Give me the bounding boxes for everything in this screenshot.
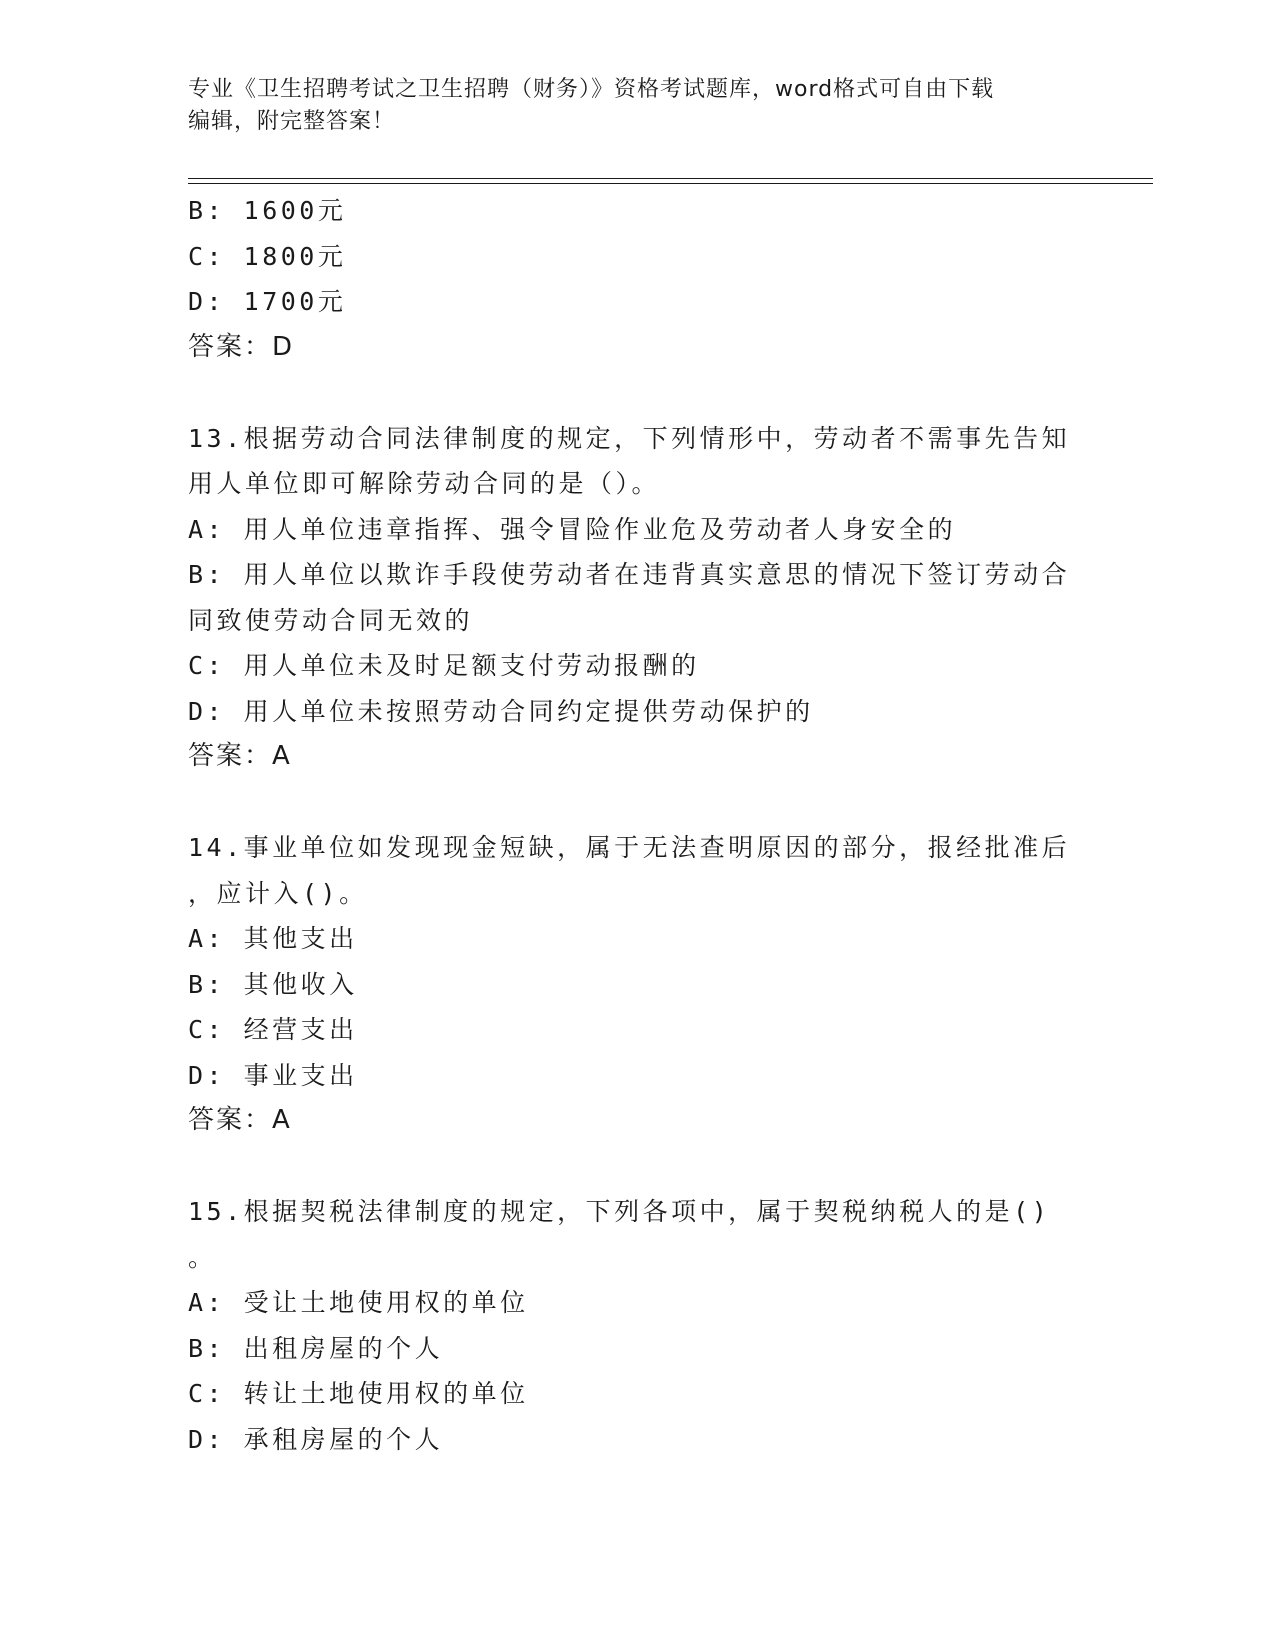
option-line: C: 用人单位未及时足额支付劳动报酬的 <box>188 651 700 680</box>
option-line: D: 用人单位未按照劳动合同约定提供劳动保护的 <box>188 696 814 726</box>
question-stem: 13.根据劳动合同法律制度的规定，下列情形中，劳动者不需事先告知 <box>188 423 1071 453</box>
answer-line: 答案：A <box>188 741 292 771</box>
question-stem: 14.事业单位如发现现金短缺，属于无法查明原因的部分，报经批准后 <box>188 833 1071 862</box>
answer-line: 答案：D <box>188 331 295 362</box>
header-divider-bottom <box>188 183 1153 184</box>
option-line: D: 承租房屋的个人 <box>188 1424 444 1454</box>
question-stem: 。 <box>188 1242 217 1272</box>
question-12-tail <box>188 188 1088 370</box>
option-line: 同致使劳动合同无效的 <box>188 605 474 635</box>
option-line: D: 1700元 <box>188 287 347 316</box>
option-line: A: 其他支出 <box>188 924 358 953</box>
option-line: A: 受让土地使用权的单位 <box>188 1288 529 1317</box>
option-line: C: 转让土地使用权的单位 <box>188 1379 529 1408</box>
spacer <box>188 1144 1088 1190</box>
spacer <box>188 780 1088 826</box>
answer-line: 答案：A <box>188 1105 292 1135</box>
option-line: C: 经营支出 <box>188 1015 358 1044</box>
spacer <box>188 370 1088 416</box>
header-divider-top <box>188 178 1153 179</box>
option-line: D: 事业支出 <box>188 1060 358 1090</box>
question-14 <box>188 825 1088 1144</box>
option-line: B: 其他收入 <box>188 969 358 999</box>
option-line: B: 用人单位以欺诈手段使劳动者在违背真实意思的情况下签订劳动合 <box>188 560 1071 589</box>
question-stem: 用人单位即可解除劳动合同的是（）。 <box>188 469 661 498</box>
option-line: A: 用人单位违章指挥、强令冒险作业危及劳动者人身安全的 <box>188 514 957 544</box>
option-line: B: 1600元 <box>188 196 347 225</box>
question-15 <box>188 1189 1088 1462</box>
header-line-1: 专业《卫生招聘考试之卫生招聘（财务）》资格考试题库，word格式可自由下载 <box>188 77 995 102</box>
option-line: B: 出租房屋的个人 <box>188 1333 444 1363</box>
option-line: C: 1800元 <box>188 241 347 271</box>
header-line-2: 编辑，附完整答案！ <box>188 109 396 134</box>
question-list <box>188 188 1088 1462</box>
question-stem: ，应计入()。 <box>188 878 368 908</box>
page-header <box>188 74 1088 138</box>
question-stem: 15.根据契税法律制度的规定，下列各项中，属于契税纳税人的是() <box>188 1197 1051 1226</box>
question-13 <box>188 416 1088 780</box>
